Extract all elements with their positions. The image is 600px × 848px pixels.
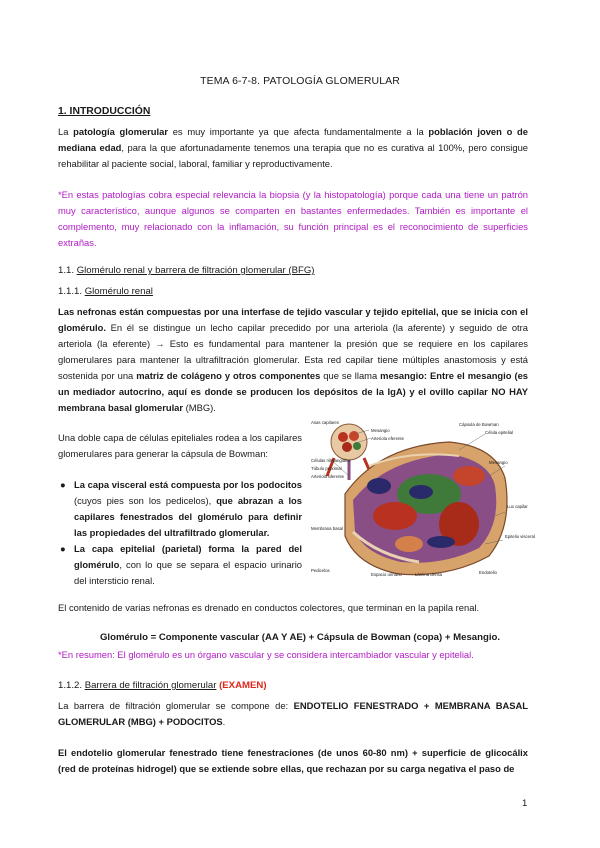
section-1-1-heading bbox=[58, 265, 314, 276]
bowman-layers-list bbox=[58, 477, 302, 589]
biopsy-note: *En estas patologías cobra especial relevancia la biopsia (y la histopatología) porque cada una tiene un patrón muy característico, aunque algunos se comparten en bastantes enfermedades. También es importante el complemento, muy relacionado con la inflamación, su función principal es el reconocimiento de superficies extrañas. bbox=[58, 189, 528, 248]
filtration-barrier-paragraph: La barrera de filtración glomerular se compone de: ENDOTELIO FENESTRADO + MEMBRANA BASAL GLOMERULAR (MBG) + PODOCITOS. bbox=[58, 700, 528, 727]
figure-label: Célula epitelial bbox=[485, 430, 513, 435]
figure-label: Asas capilares bbox=[311, 420, 339, 425]
section-title: Barrera de filtración glomerular bbox=[84, 680, 217, 691]
figure-label: Arteriola eferente bbox=[371, 436, 404, 441]
figure-label: Cápsula de Bowman bbox=[459, 422, 499, 427]
figure-label: Mesangio bbox=[371, 428, 390, 433]
list-item: ● La capa visceral está compuesta por los podocitos (cuyos pies son los pedicelos), que abrazan a los capilares fenestrados del glomérulo para definir las propiedades del ultrafiltrado glomerular. bbox=[60, 479, 303, 538]
figure-label: Endotelio bbox=[479, 570, 497, 575]
section-1-heading: 1. INTRODUCCIÓN bbox=[58, 106, 151, 117]
section-number: 1.1.1. bbox=[58, 286, 83, 297]
figure-label: Lámina densa bbox=[415, 572, 442, 577]
section-number: 1.1.2. bbox=[58, 680, 83, 691]
figure-label: Membrana basal bbox=[311, 526, 344, 531]
exam-tag: (EXAMEN) bbox=[219, 680, 267, 691]
section-number: 1.1. bbox=[58, 265, 75, 276]
figure-label: Espacio urinario bbox=[371, 572, 402, 577]
section-title: Glomérulo renal bbox=[84, 286, 153, 297]
endothelium-paragraph: El endotelio glomerular fenestrado tiene fenestraciones (de unos 60-80 nm) + superficie de glicocálix (red de proteínas hidrogel) que se extiende sobre ellas, que rechazan por su carga negativa el paso de bbox=[58, 747, 528, 774]
figure-label: Pedicelos bbox=[311, 568, 330, 573]
bowman-intro: Una doble capa de células epiteliales rodea a los capilares glomerulares para generar la cápsula de Bowman: bbox=[58, 432, 302, 459]
section-title: Glomérulo renal y barrera de filtración glomerular (BFG) bbox=[76, 265, 315, 276]
figure-label: Túbulo proximal bbox=[311, 466, 342, 471]
figure-label: Lux capilar bbox=[507, 504, 528, 509]
list-item: ● La capa epitelial (parietal) forma la pared del glomérulo, con lo que se separa el espacio urinario del intersticio renal. bbox=[60, 543, 302, 586]
page-number: 1 bbox=[522, 798, 528, 809]
nephron-paragraph: Las nefronas están compuestas por una interfase de tejido vascular y tejido epitelial, que se inicia con el glomérulo. En él se distingue un lecho capilar precedido por una arteriola (la aferente) y seguido de otra arteriola (la eferente) → Esto es fundamental para mantener la presión que se requiere en los capilares glomerulares para mantener la ultrafiltración glomerular. Esta red capilar tiene múltiples anastomosis y está sostenida por una matriz de colágeno y otros componentes que se llama mesangio: Entre el mesangio (es un mediador autocrino, aquí es donde se producen los depósitos de la IgA) y el ovillo capilar NO HAY membrana basal glomerular (MBG). bbox=[58, 306, 528, 413]
collecting-ducts-paragraph: El contenido de varias nefronas es drenado en conductos colectores, que terminan en la papila renal. bbox=[58, 602, 480, 613]
figure-label: Arteriola aferente bbox=[311, 474, 344, 479]
document-title: TEMA 6-7-8. PATOLOGÍA GLOMERULAR bbox=[200, 75, 400, 87]
section-1-1-1-heading bbox=[58, 286, 153, 297]
glomerulus-illustration bbox=[309, 416, 535, 580]
figure-label: Mesangio bbox=[489, 460, 508, 465]
intro-paragraph: La patología glomerular es muy importante ya que afecta fundamentalmente a la población joven o de mediana edad, para la que afortunadamente tenemos una terapia que no es curativa al 100%, pero consigue rehabilitar al paciente social, laboral, familiar y reproductivamente. bbox=[58, 126, 528, 169]
summary-note: *En resumen: El glomérulo es un órgano vascular y se considera intercambiador vascular y epitelial. bbox=[58, 649, 474, 660]
figure-label: Epitelio visceral bbox=[505, 534, 535, 539]
figure-label: Células mesangiales bbox=[311, 458, 351, 463]
glomerulus-formula: Glomérulo = Componente vascular (AA Y AE) + Cápsula de Bowman (copa) + Mesangio. bbox=[99, 632, 501, 643]
section-1-1-2-heading bbox=[58, 680, 267, 691]
